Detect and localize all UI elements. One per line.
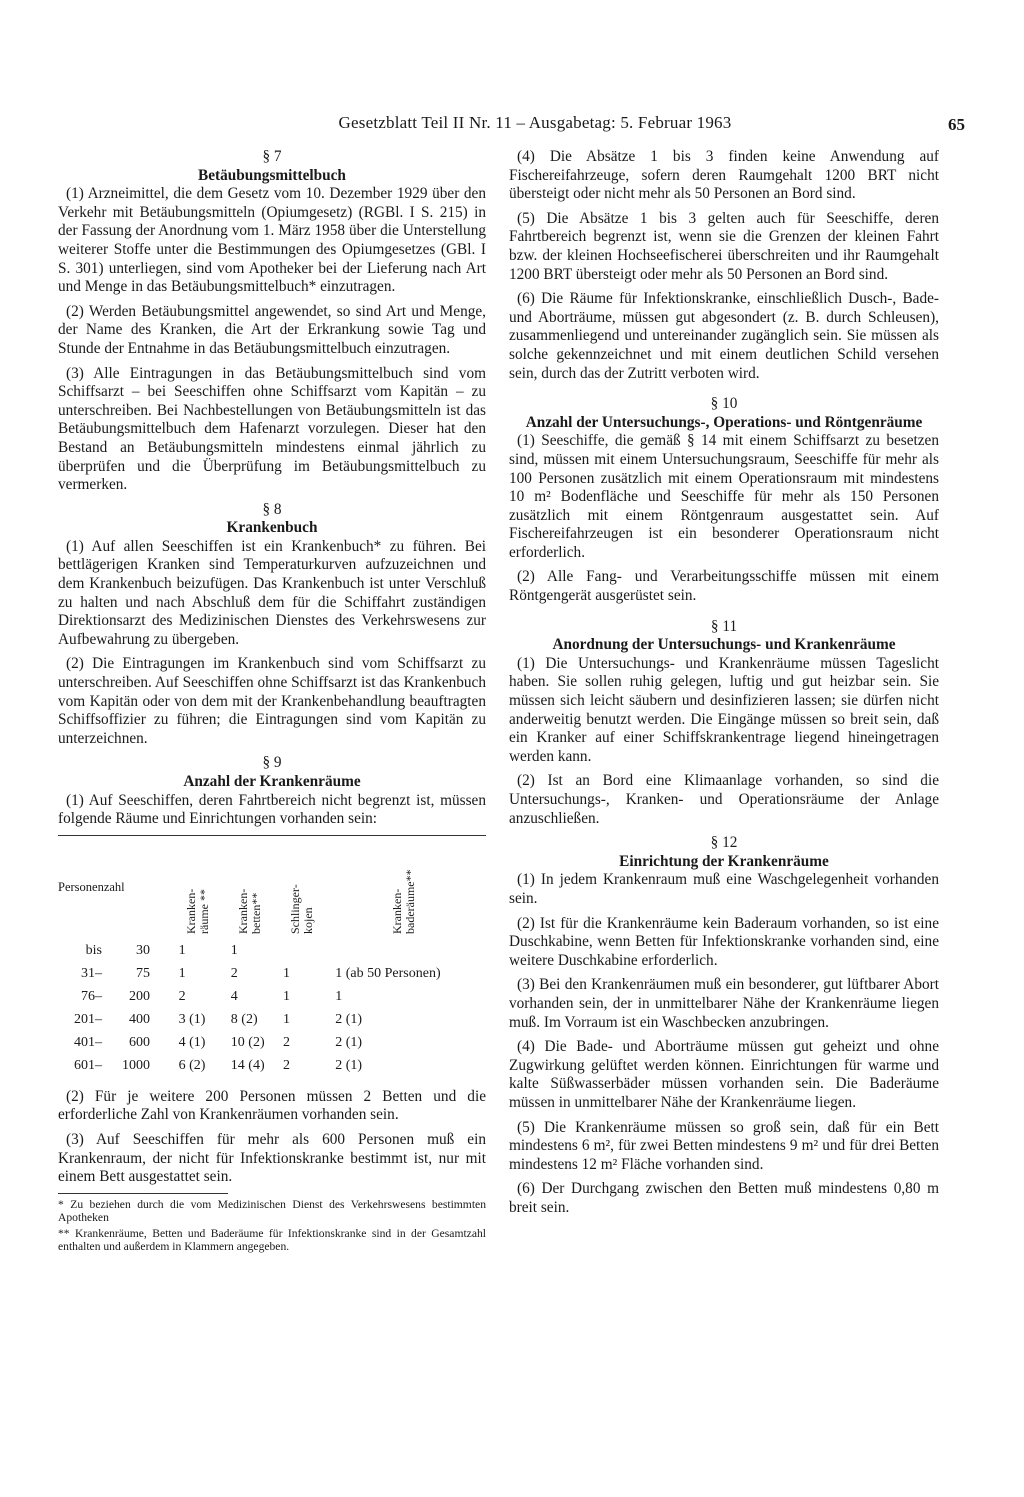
section-12-paragraph-3: (3) Bei den Krankenräumen muß ein besonderer, gut lüftbarer Abort vorhanden sein, der in unmittelbarer Nähe der Krankenräume liegen muß. Im Vorraum ist ein Waschbecken anzubringen. xyxy=(509,976,939,1031)
table-row xyxy=(58,963,486,986)
berths-cell: 1 xyxy=(283,1011,291,1027)
bathrooms-cell: 2 (1) xyxy=(335,1057,363,1073)
section-9-paragraph-3: (3) Auf Seeschiffen für mehr als 600 Personen muß ein Krankenraum, der nicht für Infektionskranke bestimmt ist, nur mit einem Bett ausgestattet sein. xyxy=(58,1130,486,1186)
section-10-paragraph-1: (1) Seeschiffe, die gemäß § 14 mit einem Schiffsarzt zu besetzen sind, müssen mit einem Untersuchungsraum, Seeschiffe für mehr als 100 Personen zusätzlich mit einem Operationsraum mit mindestens 10 m² Bodenfläche und Seeschiffe für mehr als 150 Personen zusätzlich mit einem Röntgenraum ausgestattet sein. Auf Fischereifahrzeugen ist ein besonderer Operationsraum nicht erforderlich. xyxy=(509,432,939,561)
section-9-number: § 9 xyxy=(262,754,282,772)
section-8-paragraph-2: (2) Die Eintragungen im Krankenbuch sind vom Schiffsarzt zu unterschreiben. Auf Seeschiffen ohne Schiffsarzt ist das Krankenbuch vom Kapitän oder von dem mit der Krankenbehandlung beauftragten Schiffsoffizier zu führen; die Eintragungen sind vom Kapitän zu unterzeichnen. xyxy=(58,655,486,747)
bathrooms-cell: 2 (1) xyxy=(335,1034,363,1050)
section-9-paragraph-2: (2) Für je weitere 200 Personen müssen 2 Betten und die erforderliche Zahl von Krankenräumen vorhanden sein. xyxy=(58,1087,486,1124)
beds-cell: 14 (4) xyxy=(230,1057,265,1073)
section-9-title: Anzahl der Krankenräume xyxy=(183,773,361,790)
header-title: Gesetzblatt Teil II Nr. 11 – Ausgabetag: 5. Februar 1963 xyxy=(338,113,732,132)
persons-range xyxy=(58,1009,179,1032)
section-12-title: Einrichtung der Krankenräume xyxy=(619,852,829,870)
persons-range xyxy=(58,1055,179,1078)
section-12-paragraph-2: (2) Ist für die Krankenräume kein Baderaum vorhanden, so ist eine Duschkabine, wenn Betten für Infektionskranke vorhanden sind, eine weitere Duschkabine erforderlich. xyxy=(509,914,939,969)
bathrooms-cell xyxy=(335,940,486,963)
column-header-krankenraeume-text: Kranken- räume ** xyxy=(183,888,211,934)
sickbay-requirements-table xyxy=(58,835,486,1078)
column-header-schlingerkojen-text: Schlinger- kojen xyxy=(288,884,316,934)
sickrooms-cell: 1 xyxy=(178,965,186,981)
persons-range xyxy=(58,940,179,963)
column-header-krankenbaderaeume xyxy=(335,835,486,940)
column-header-krankenbetten xyxy=(231,835,283,940)
footnote-1: * Zu beziehen durch die vom Medizinischen Dienst des Verkehrswesens bestimmten Apotheken xyxy=(58,1197,486,1225)
berths-cell: 2 xyxy=(283,1034,291,1050)
section-9-paragraph-6: (6) Die Räume für Infektionskranke, einschließlich Dusch-, Bade- und Aborträume, müssen gut abgesondert (z. B. durch Schleusen), zusammenliegend und untereinander zugänglich sein. Sie müssen als solche gekennzeichnet und mit einem deutlichen Schild versehen sein, durch das der Zutritt verboten wird. xyxy=(509,290,939,382)
column-header-krankenbetten-text: Kranken- betten** xyxy=(235,888,263,934)
section-8-paragraph-1: (1) Auf allen Seeschiffen ist ein Krankenbuch* zu führen. Bei bettlägerigen Kranken sind Temperaturkurven aufzuzeichnen und dem Krankenbuch beizufügen. Das Krankenbuch ist unter Verschluß zu halten und nach Abschluß dem für die Schiffahrt zuständigen Direktionsarzt des Medizinischen Dienstes des Verkehrswesens zur Aufbewahrung zu übergeben. xyxy=(58,537,486,648)
column-header-krankenraeume xyxy=(179,835,231,940)
section-8-number: § 8 xyxy=(262,500,282,518)
range-from: 76– xyxy=(81,988,102,1004)
section-10-paragraph-2: (2) Alle Fang- und Verarbeitungsschiffe müssen mit einem Röntgengerät ausgerüstet sein. xyxy=(509,568,939,605)
section-8-title: Krankenbuch xyxy=(226,519,318,537)
berths-cell: 2 xyxy=(283,1057,291,1073)
range-to: 1000 xyxy=(122,1057,150,1073)
range-from: 401– xyxy=(74,1034,102,1050)
left-column xyxy=(58,148,486,1255)
section-12-paragraph-4: (4) Die Bade- und Aborträume müssen gut geheizt und ohne Zugwirkung gelüftet werden können. Einrichtungen für warme und kalte Süßwasserbäder müssen vorhanden sein. Die Baderäume müssen in unmittelbarer Nähe der Krankenräume liegen. xyxy=(509,1038,939,1111)
section-7-paragraph-1: (1) Arzneimittel, die dem Gesetz vom 10. Dezember 1929 über den Verkehr mit Betäubungsmitteln (Opiumgesetz) (RGBl. I S. 215) in der Fassung der Anordnung vom 1. März 1958 über die Unterstellung weiterer Stoffe unter die Bestimmungen des Opiumgesetzes (GBl. I S. 301) unterliegen, sind vom Apotheker bei der Lieferung nach Art und Menge in das Betäubungsmittelbuch* einzutragen. xyxy=(58,185,486,296)
bathrooms-cell: 1 xyxy=(335,988,343,1004)
table-row xyxy=(58,1055,486,1078)
section-9-paragraph-1: (1) Auf Seeschiffen, deren Fahrtbereich nicht begrenzt ist, müssen folgende Räume und Einrichtungen vorhanden sein: xyxy=(58,791,486,828)
sickrooms-cell: 4 (1) xyxy=(178,1034,206,1050)
table-row xyxy=(58,940,486,963)
table-header-row xyxy=(58,835,486,940)
range-to: 600 xyxy=(129,1034,150,1050)
sickrooms-cell: 6 (2) xyxy=(178,1057,206,1073)
persons-range xyxy=(58,963,179,986)
section-12-paragraph-5: (5) Die Krankenräume müssen so groß sein, daß für ein Bett mindestens 6 m², für zwei Betten mindestens 9 m² und für drei Betten mindestens 12 m² Fläche vorhanden sind. xyxy=(509,1118,939,1173)
range-from: 31– xyxy=(81,965,102,981)
beds-cell: 4 xyxy=(230,988,238,1004)
persons-range xyxy=(58,1032,179,1055)
range-to: 400 xyxy=(129,1011,150,1027)
beds-cell: 1 xyxy=(230,942,238,958)
range-from: 201– xyxy=(74,1011,102,1027)
sickrooms-cell: 2 xyxy=(178,988,186,1004)
range-to: 75 xyxy=(136,965,150,981)
section-11-number: § 11 xyxy=(710,617,738,635)
range-from: bis xyxy=(85,942,102,958)
column-header-schlingerkojen xyxy=(283,835,335,940)
persons-range xyxy=(58,986,179,1009)
column-header-krankenbaderaeume-text: Kranken- baderäume** xyxy=(389,869,417,934)
section-9-paragraph-4: (4) Die Absätze 1 bis 3 finden keine Anwendung auf Fischereifahrzeuge, sofern deren Raumgehalt 1200 BRT nicht übersteigt oder nicht mehr als 50 Personen an Bord sind. xyxy=(509,148,939,203)
section-12-paragraph-6: (6) Der Durchgang zwischen den Betten muß mindestens 0,80 m breit sein. xyxy=(509,1180,939,1216)
beds-cell: 8 (2) xyxy=(230,1011,258,1027)
beds-cell: 2 xyxy=(230,965,238,981)
bathrooms-cell: 1 (ab 50 Personen) xyxy=(335,965,441,981)
section-7-paragraph-3: (3) Alle Eintragungen in das Betäubungsmittelbuch sind vom Schiffsarzt – bei Seeschiffen ohne Schiffsarzt vom Kapitän – zu unterschreiben. Bei Nachbestellungen von Betäubungsmitteln ist das Betäubungsmittelbuch dem Hafenarzt vorzulegen. Dieser hat den Bestand an Betäubungsmitteln mindestens einmal jährlich zu überprüfen und die Überprüfung im Betäubungsmittelbuch zu vermerken. xyxy=(58,364,486,494)
sickrooms-cell: 1 xyxy=(178,942,186,958)
section-9-paragraph-5: (5) Die Absätze 1 bis 3 gelten auch für Seeschiffe, deren Fahrtbereich begrenzt ist, wenn sie die Grenzen der kleinen Fahrt bzw. der kleinen Hochseefischerei überschreiten und ihr Raumgehalt 1200 BRT übersteigt oder mehr als 50 Personen an Bord sind. xyxy=(509,209,939,283)
section-7-number: § 7 xyxy=(262,148,282,165)
page-header xyxy=(60,113,965,143)
right-column xyxy=(509,148,939,1223)
footnote-2: ** Krankenräume, Betten und Baderäume für Infektionskranke sind in der Gesamtzahl enthalten und außerdem in Klammern angegeben. xyxy=(58,1226,486,1253)
column-header-personenzahl: Personenzahl xyxy=(58,880,125,895)
page-number: 65 xyxy=(948,115,965,134)
range-from: 601– xyxy=(74,1057,102,1073)
berths-cell: 1 xyxy=(283,965,291,981)
section-11-paragraph-2: (2) Ist an Bord eine Klimaanlage vorhanden, so sind die Untersuchungs-, Kranken- und Operationsräume der Anlage anzuschließen. xyxy=(509,772,939,827)
section-7-title: Betäubungsmittelbuch xyxy=(198,166,346,184)
range-to: 200 xyxy=(129,988,150,1004)
table-row xyxy=(58,986,486,1009)
section-10-title: Anzahl der Untersuchungs-, Operations- und Röntgenräume xyxy=(525,413,923,431)
bathrooms-cell: 2 (1) xyxy=(335,1011,363,1027)
sickrooms-cell: 3 (1) xyxy=(178,1011,206,1027)
section-7-paragraph-2: (2) Werden Betäubungsmittel angewendet, so sind Art und Menge, der Name des Kranken, die Art der Erkrankung sowie Tag und Stunde der Entnahme in das Betäubungsmittelbuch einzutragen. xyxy=(58,302,486,357)
section-11-title: Anordnung der Untersuchungs- und Krankenräume xyxy=(552,636,896,654)
section-10-number: § 10 xyxy=(710,395,738,413)
section-12-paragraph-1: (1) In jedem Krankenraum muß eine Waschgelegenheit vorhanden sein. xyxy=(509,871,939,907)
section-11-paragraph-1: (1) Die Untersuchungs- und Krankenräume müssen Tageslicht haben. Sie sollen ruhig gelegen, luftig und gut heizbar sein. Sie müssen sich leicht säubern und desinfizieren lassen; sie dürfen nicht anderweitig benutzt werden. Die Eingänge müssen so breit sein, daß ein Kranker auf einer Schiffskrankentrage liegend hineingetragen werden kann. xyxy=(509,654,939,765)
range-to: 30 xyxy=(136,942,150,958)
table-row xyxy=(58,1009,486,1032)
table-row xyxy=(58,1032,486,1055)
berths-cell xyxy=(283,940,335,963)
section-12-number: § 12 xyxy=(710,834,738,852)
berths-cell: 1 xyxy=(283,988,291,1004)
beds-cell: 10 (2) xyxy=(230,1034,265,1050)
